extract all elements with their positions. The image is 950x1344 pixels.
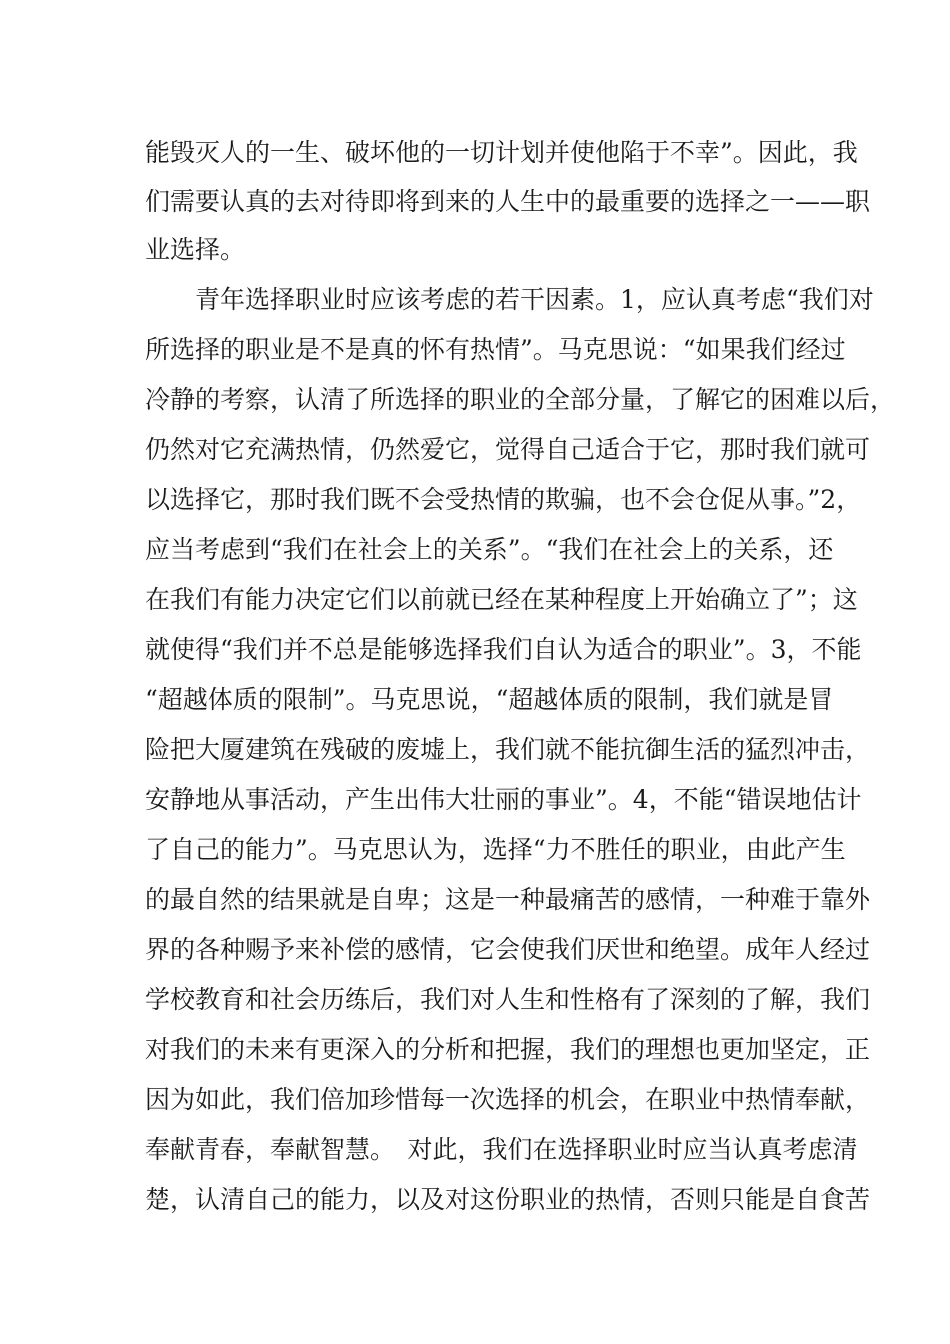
text-line: 奉献青春，奉献智慧。 对此，我们在选择职业时应当认真考虑清 [145,1135,858,1164]
text-line: 因为如此，我们倍加珍惜每一次选择的机会，在职业中热情奉献， [145,1085,871,1114]
text-line: 学校教育和社会历练后，我们对人生和性格有了深刻的了解，我们 [145,985,871,1014]
text-line: 在我们有能力决定它们以前就已经在某种程度上开始确立了”；这 [145,585,858,614]
text-line: 了自己的能力”。马克思认为，选择“力不胜任的职业，由此产生 [145,835,846,864]
text-line: 能毁灭人的一生、破坏他的一切计划并使他陷于不幸”。因此，我 [145,138,858,167]
text-line: 界的各种赐予来补偿的感情，它会使我们厌世和绝望。成年人经过 [145,935,871,964]
text-line: 们需要认真的去对待即将到来的人生中的最重要的选择之一——职 [145,187,871,216]
text-line: 的最自然的结果就是自卑；这是一种最痛苦的感情，一种难于靠外 [145,885,871,914]
text-line: 对我们的未来有更深入的分析和把握，我们的理想也更加坚定，正 [145,1035,871,1064]
text-line: 应当考虑到“我们在社会上的关系”。“我们在社会上的关系，还 [145,535,834,564]
text-line: 以选择它，那时我们既不会受热情的欺骗，也不会仓促从事。”2， [145,485,862,514]
text-line: 青年选择职业时应该考虑的若干因素。1，应认真考虑“我们对 [145,285,874,314]
text-line: 楚，认清自己的能力，以及对这份职业的热情，否则只能是自食苦 [145,1185,871,1214]
text-line: “超越体质的限制”。马克思说，“超越体质的限制，我们就是冒 [145,685,834,714]
text-line: 安静地从事活动，产生出伟大壮丽的事业”。4，不能“错误地估计 [145,785,862,814]
text-line: 冷静的考察，认清了所选择的职业的全部分量，了解它的困难以后， [145,385,896,414]
text-line: 业选择。 [145,235,246,264]
text-line: 仍然对它充满热情，仍然爱它，觉得自己适合于它，那时我们就可 [145,435,871,464]
text-line: 就使得“我们并不总是能够选择我们自认为适合的职业”。3，不能 [145,635,862,664]
text-line: 险把大厦建筑在残破的废墟上，我们就不能抗御生活的猛烈冲击， [145,735,871,764]
text-line: 所选择的职业是不是真的怀有热情”。马克思说：“如果我们经过 [145,335,846,364]
